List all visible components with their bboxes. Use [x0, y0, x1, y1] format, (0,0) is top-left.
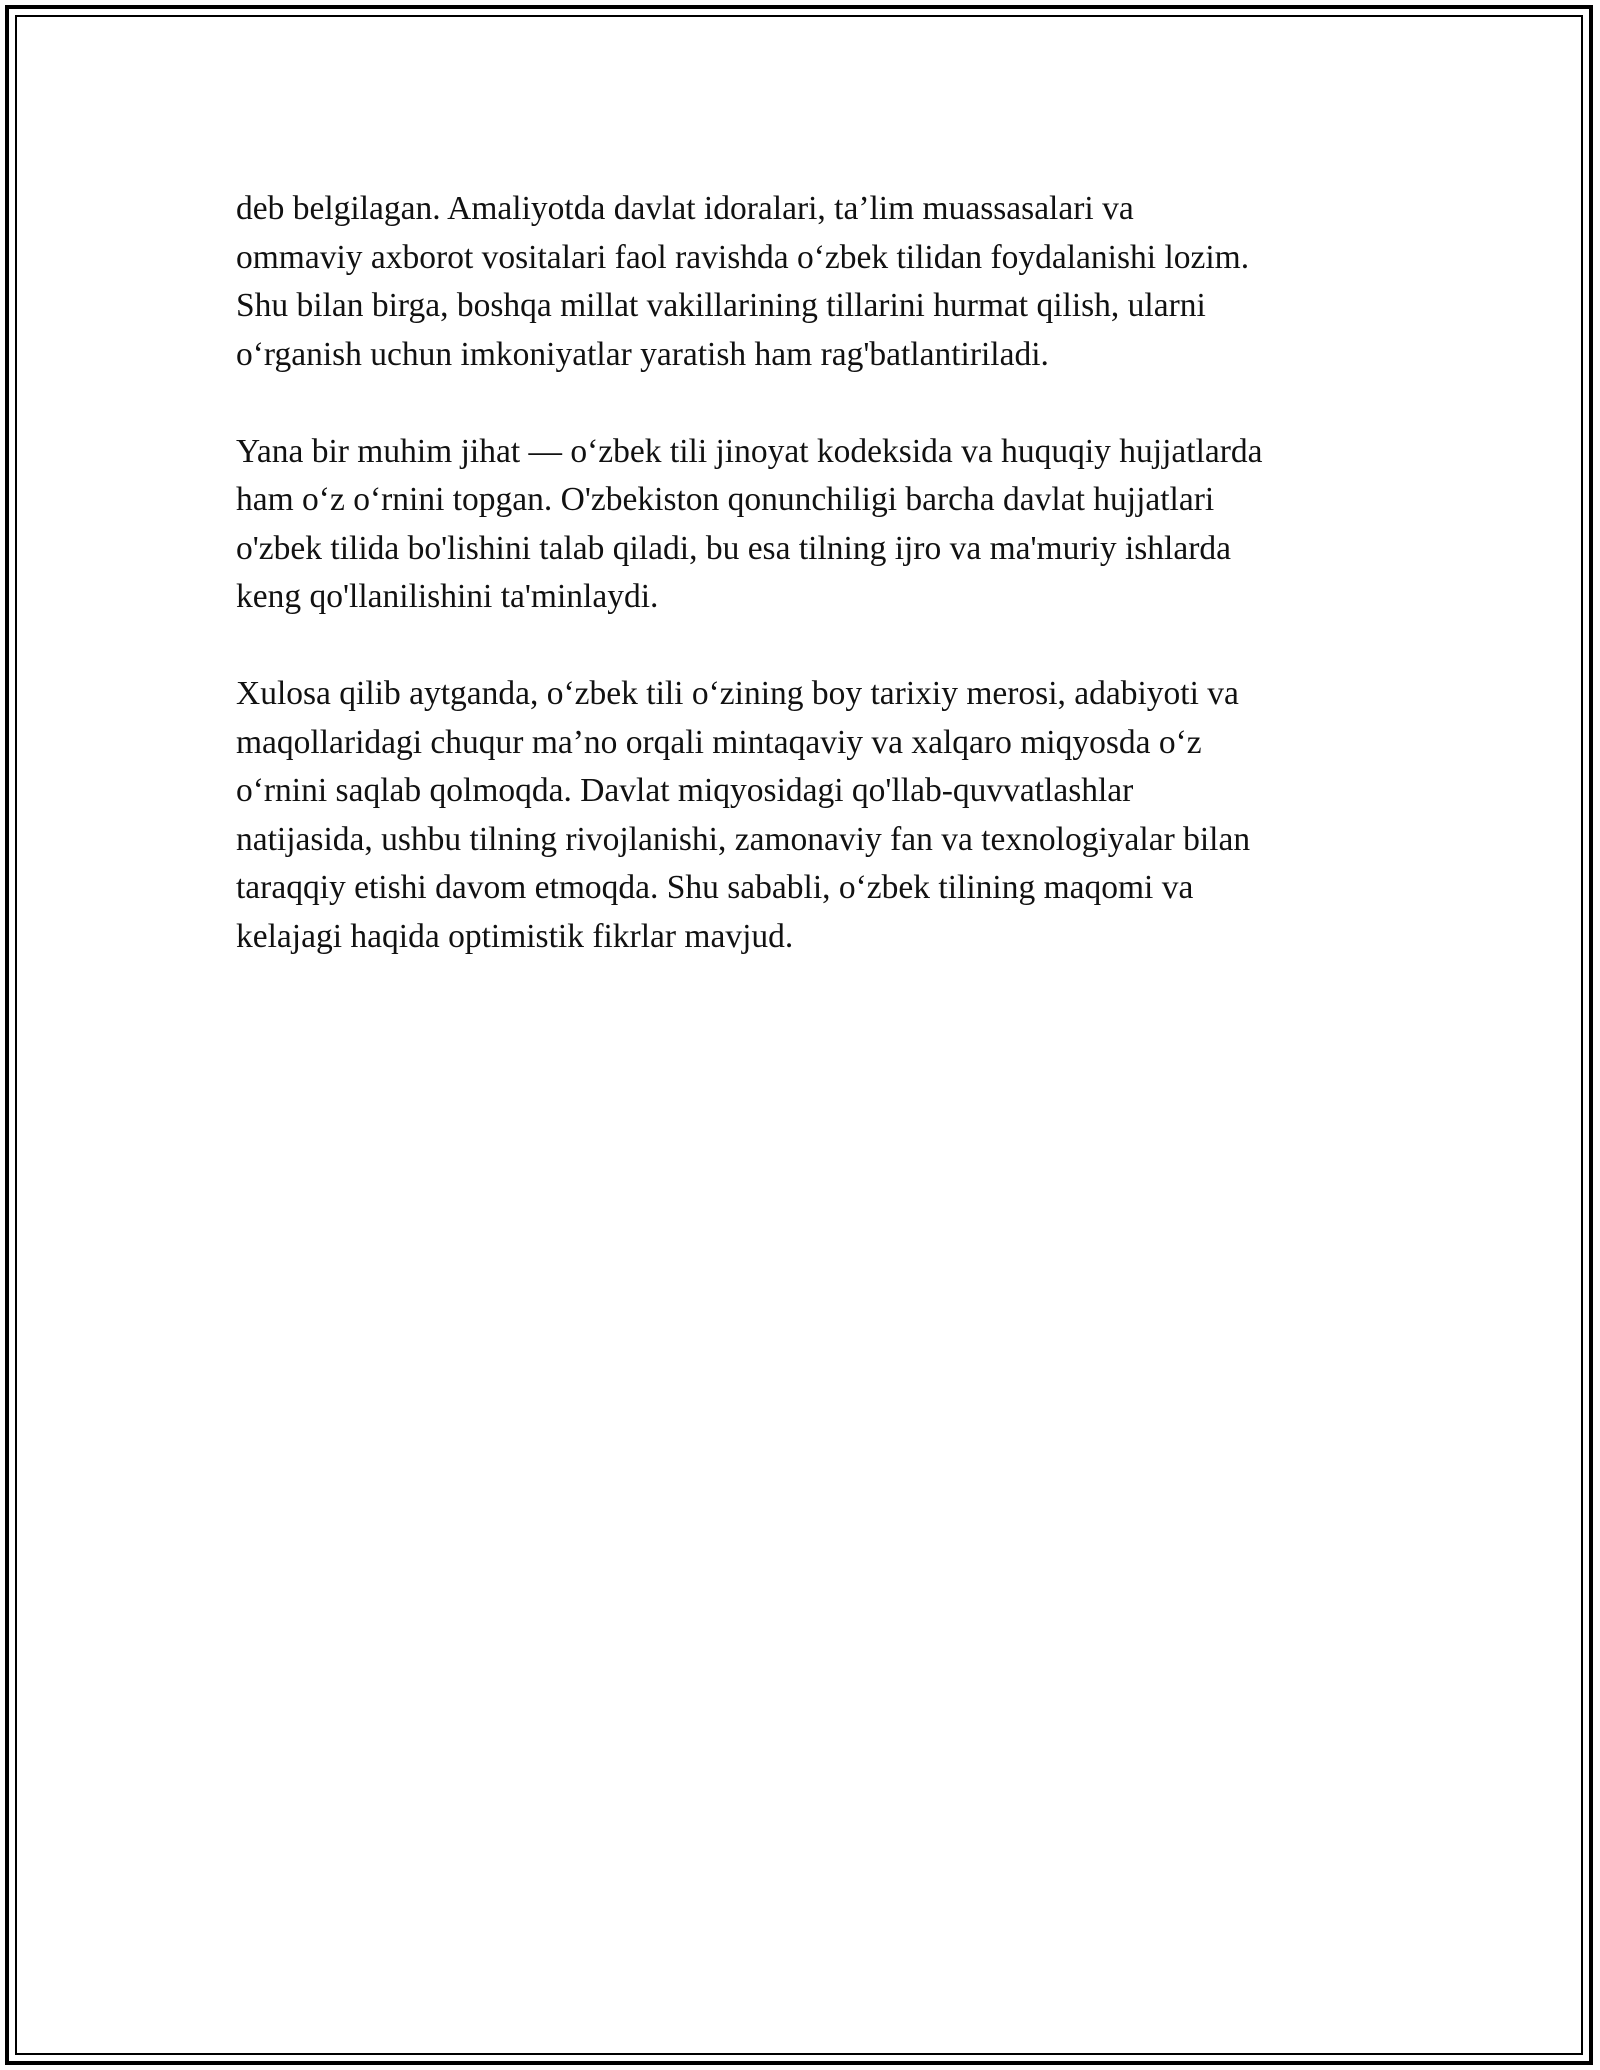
paragraph-line: natijasida, ushbu tilning rivojlanishi, zamonaviy fan va texnologiyalar bilan	[236, 820, 1251, 858]
paragraph-line: o‘rganish uchun imkoniyatlar yaratish ham rag'batlantiriladi.	[236, 335, 1049, 373]
paragraph-line: ommaviy axborot vositalari faol ravishda o‘zbek tilidan foydalanishi lozim.	[236, 238, 1250, 276]
paragraph-2	[236, 428, 1406, 622]
paragraph-line: ham o‘z o‘rnini topgan. O'zbekiston qonunchiligi barcha davlat hujjatlari	[236, 481, 1215, 518]
paragraph-line: kelajagi haqida optimistik fikrlar mavjud.	[236, 917, 794, 955]
paragraph-line: Xulosa qilib aytganda, o‘zbek tili o‘zining boy tarixiy merosi, adabiyoti va	[236, 675, 1239, 712]
paragraph-line: keng qo'llanilishini ta'minlaydi.	[236, 578, 659, 615]
paragraph-line: Shu bilan birga, boshqa millat vakillarining tillarini hurmat qilish, ularni	[236, 287, 1206, 324]
paragraph-line: taraqqiy etishi davom etmoqda. Shu sababli, o‘zbek tilining maqomi va	[236, 869, 1194, 906]
paragraph-line: o'zbek tilida bo'lishini talab qiladi, bu esa tilning ijro va ma'muriy ishlarda	[236, 529, 1231, 567]
document-body	[236, 185, 1406, 1010]
paragraph-line: Yana bir muhim jihat — o‘zbek tili jinoyat kodeksida va huquqiy hujjatlarda	[236, 432, 1263, 470]
paragraph-3	[236, 670, 1406, 961]
paragraph-1	[236, 185, 1406, 379]
paragraph-line: deb belgilagan. Amaliyotda davlat idoralari, ta’lim muassasalari va	[236, 190, 1134, 227]
paragraph-line: o‘rnini saqlab qolmoqda. Davlat miqyosidagi qo'llab-quvvatlashlar	[236, 772, 1134, 809]
paragraph-line: maqollaridagi chuqur ma’no orqali mintaqaviy va xalqaro miqyosda o‘z	[236, 723, 1202, 761]
